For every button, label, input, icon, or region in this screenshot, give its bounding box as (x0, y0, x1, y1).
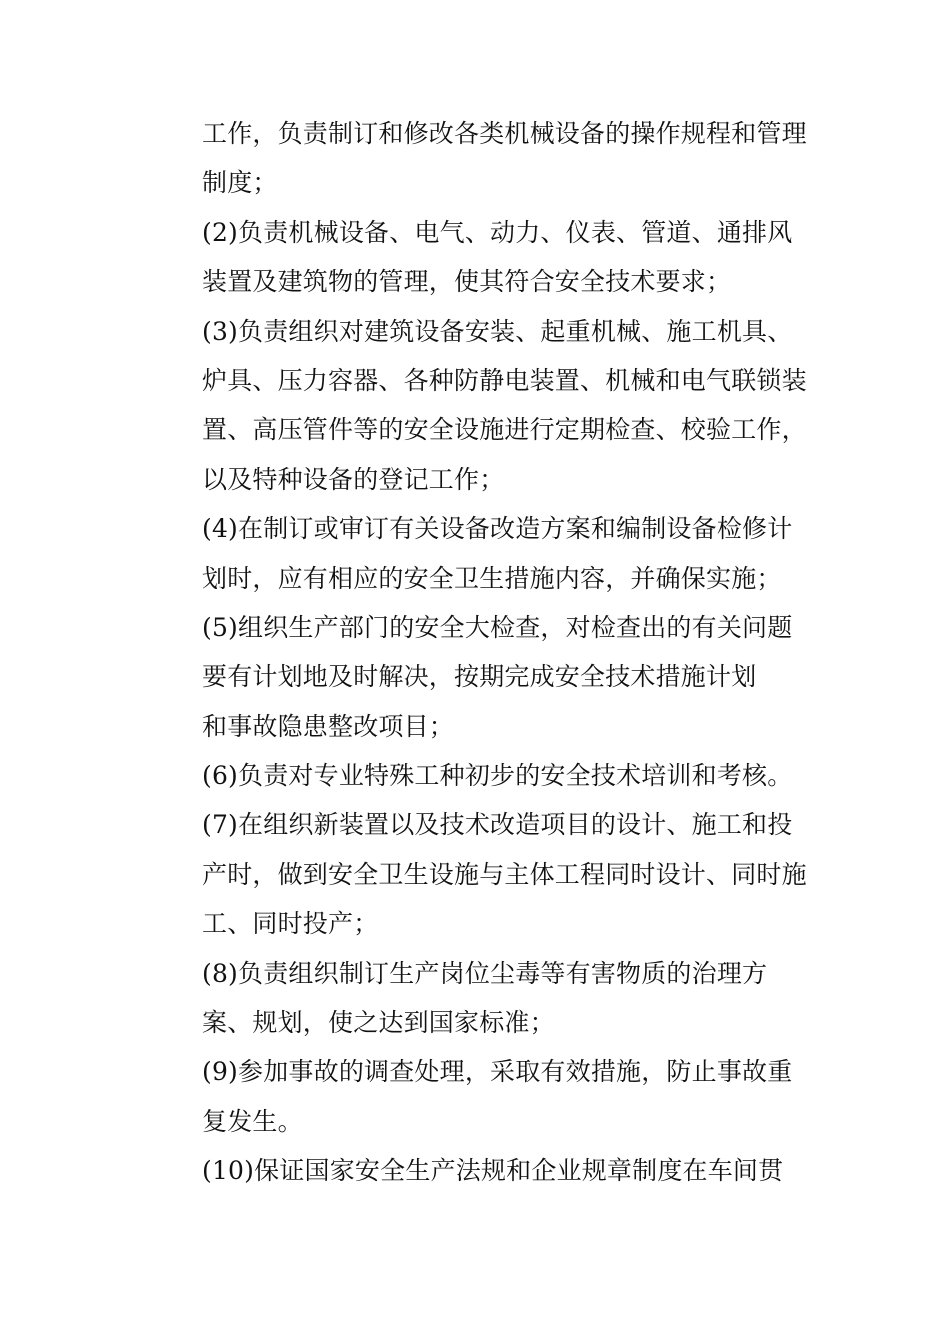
text-line: 复发生。 (202, 1106, 303, 1136)
text-line: (9)参加事故的调查处理，采取有效措施，防止事故重 (202, 1057, 793, 1087)
text-line: (7)在组织新装置以及技术改造项目的设计、施工和投 (202, 810, 793, 840)
text-line: (6)负责对专业特殊工种初步的安全技术培训和考核。 (202, 761, 793, 791)
text-line: 制度； (202, 168, 278, 198)
text-line: 工、同时投产； (202, 909, 379, 939)
text-line: (10)保证国家安全生产法规和企业规章制度在车间贯 (202, 1156, 784, 1186)
text-line: 炉具、压力容器、各种防静电装置、机械和电气联锁装 (202, 365, 807, 395)
text-line: 产时，做到安全卫生设施与主体工程同时设计、同时施 (202, 859, 807, 889)
text-line: (3)负责组织对建筑设备安装、起重机械、施工机具、 (202, 316, 793, 346)
text-line: 要有计划地及时解决，按期完成安全技术措施计划 (202, 662, 757, 692)
document-body (202, 109, 812, 1196)
text-line: (5)组织生产部门的安全大检查，对检查出的有关问题 (202, 612, 793, 642)
text-line: (4)在制订或审订有关设备改造方案和编制设备检修计 (202, 514, 793, 544)
text-line: 案、规划，使之达到国家标准； (202, 1008, 555, 1038)
text-line: (2)负责机械设备、电气、动力、仪表、管道、通排风 (202, 217, 793, 247)
text-line: 置、高压管件等的安全设施进行定期检查、校验工作， (202, 415, 807, 445)
text-line: 装置及建筑物的管理，使其符合安全技术要求； (202, 267, 732, 297)
text-line: 以及特种设备的登记工作； (202, 464, 505, 494)
text-line: 工作，负责制订和修改各类机械设备的操作规程和管理 (202, 119, 807, 148)
text-line: 划时，应有相应的安全卫生措施内容，并确保实施； (202, 563, 782, 593)
text-line: 和事故隐患整改项目； (202, 711, 455, 741)
text-line: (8)负责组织制订生产岗位尘毒等有害物质的治理方 (202, 958, 768, 988)
